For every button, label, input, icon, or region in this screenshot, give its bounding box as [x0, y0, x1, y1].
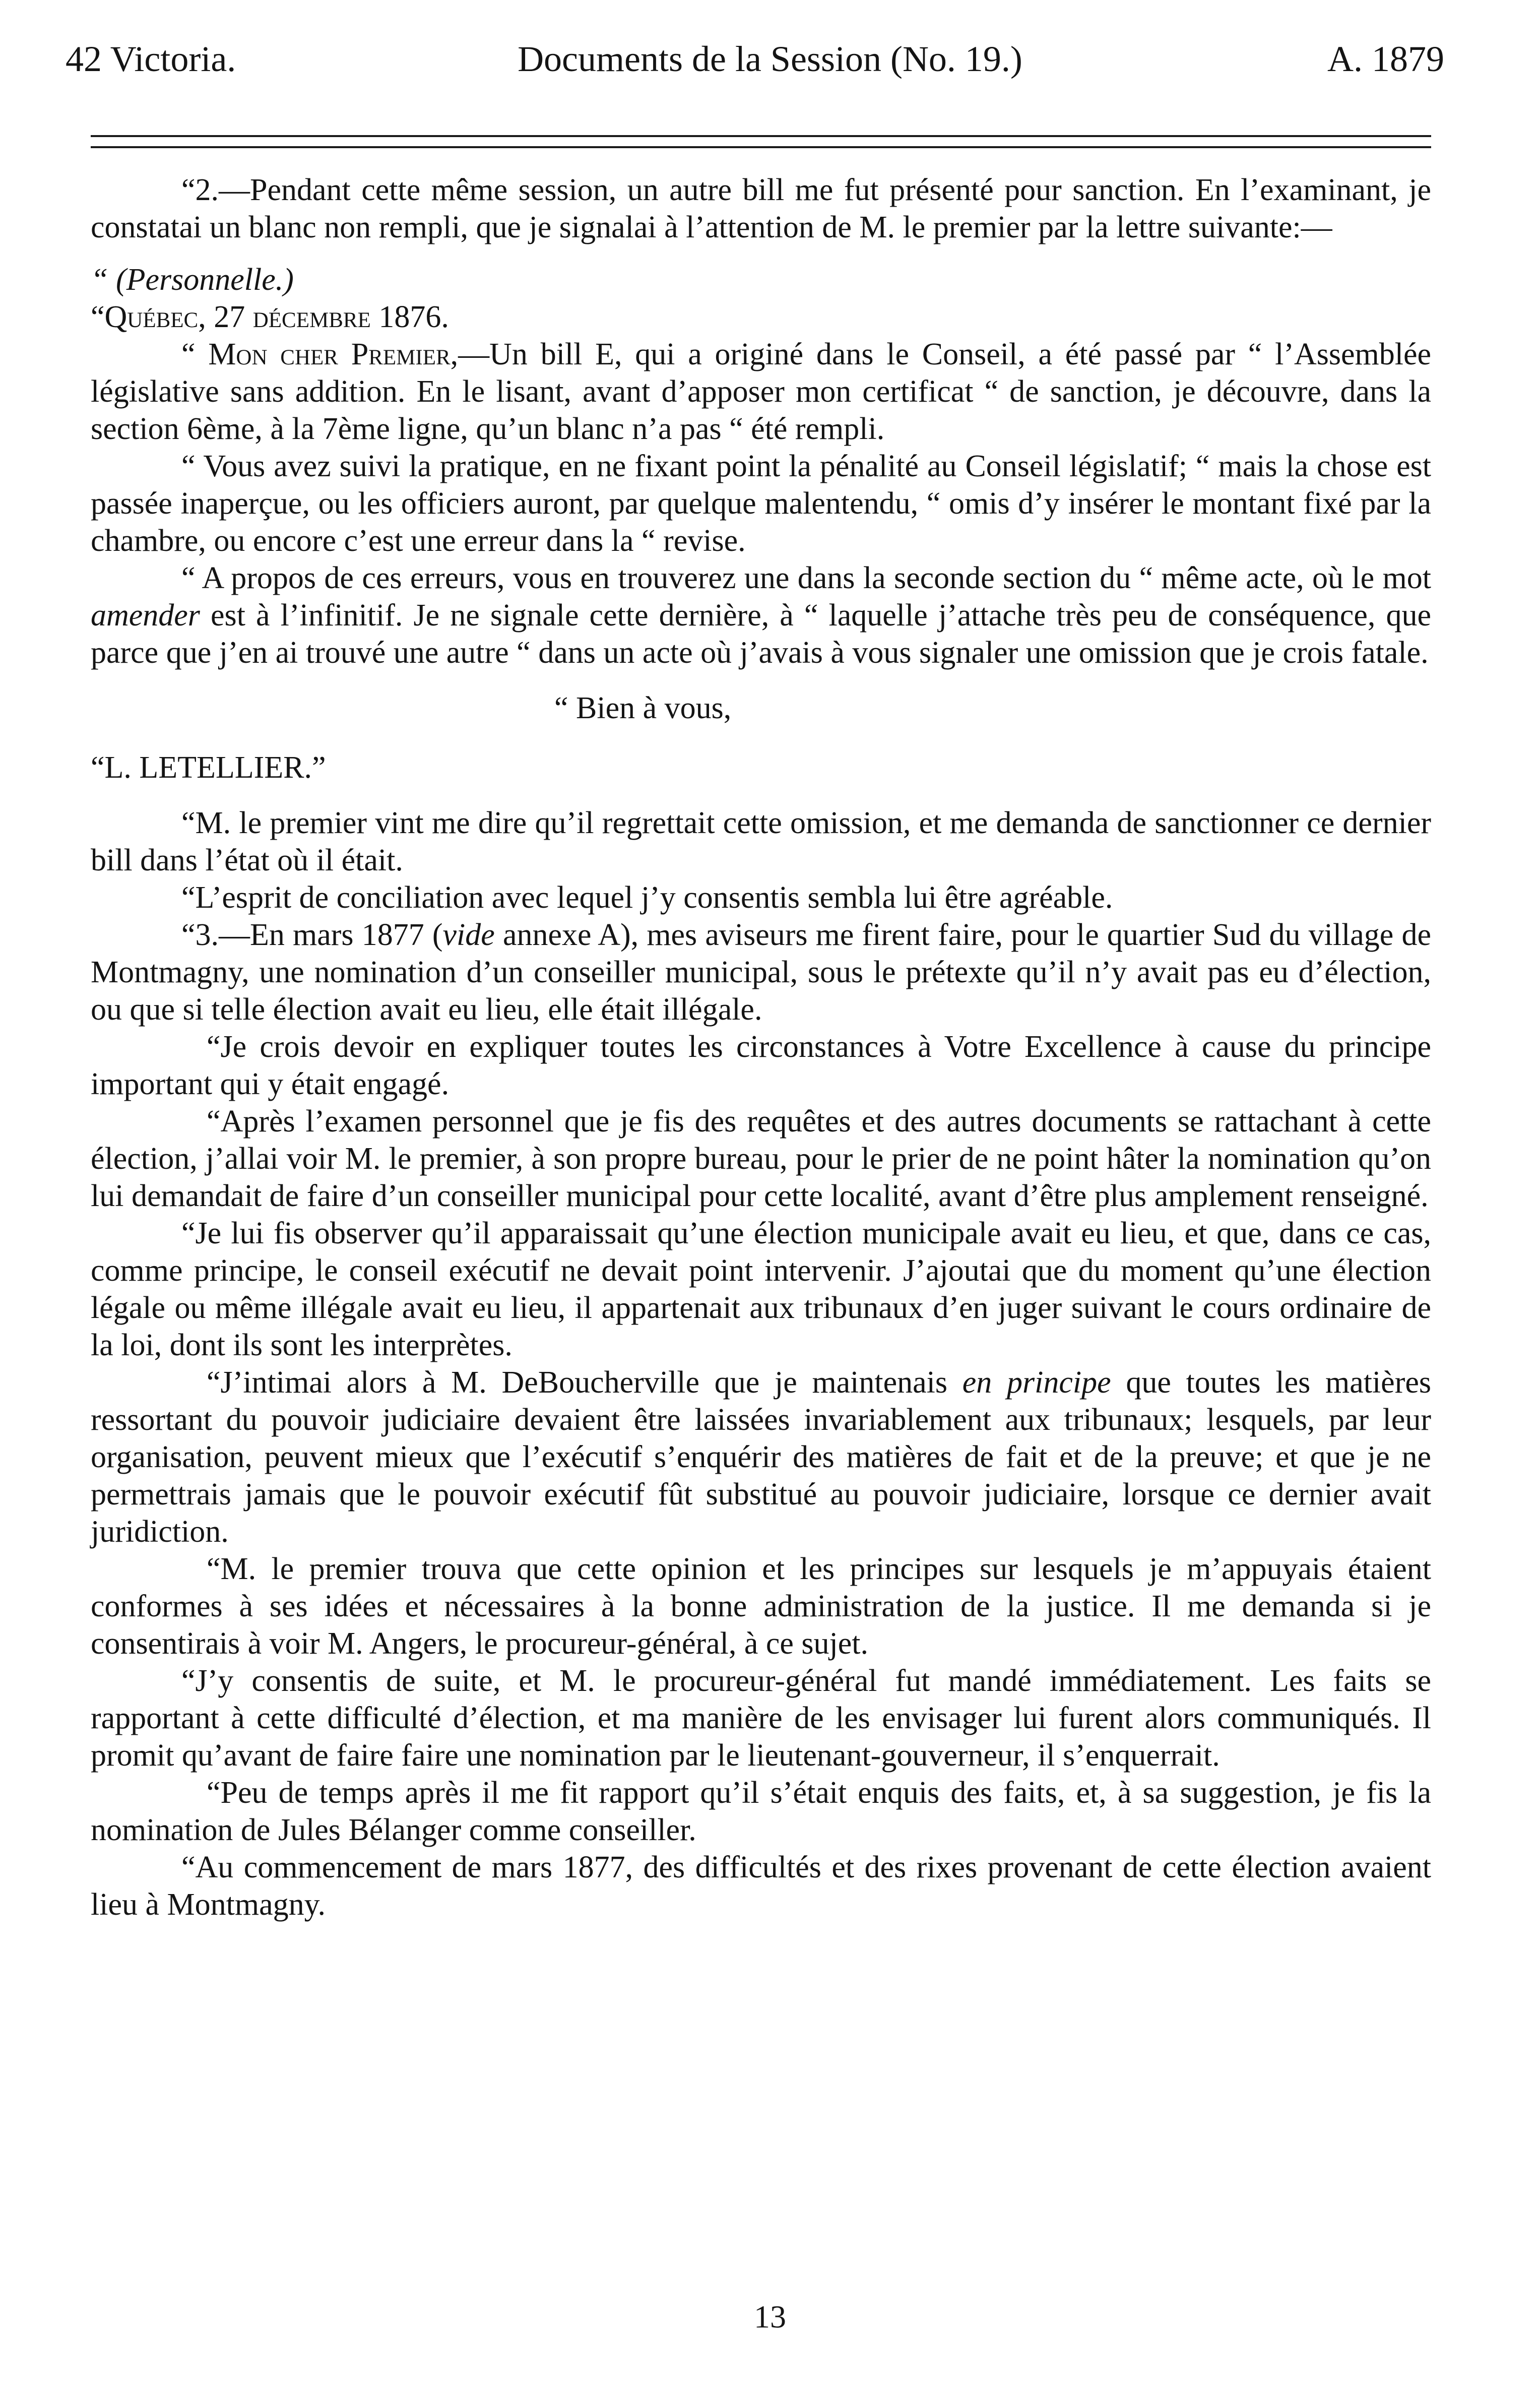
- letter-closing: “ Bien à vous,: [554, 691, 732, 725]
- paragraph: “Peu de temps après il me fit rapport qu’il s’était enquis des faits, et, à sa suggestion, je fis la nomination de Jules Bélanger comme conseiller.: [91, 1776, 1431, 1847]
- letter-dateline: [91, 298, 1315, 336]
- paragraph: “Au commencement de mars 1877, des difficultés et des rixes provenant de cette élection avaient lieu à Montmagny.: [91, 1850, 1431, 1922]
- paragraph: “L’esprit de conciliation avec lequel j’y consentis sembla lui être agréable.: [181, 880, 1113, 915]
- letter-dateline-text: “Québec, 27 décembre 1876.: [91, 300, 449, 334]
- running-header-title: Documents de la Session (No. 19.): [518, 39, 1022, 79]
- letter-paragraph-1: [91, 336, 1431, 448]
- letter-paragraph-2: “ Vous avez suivi la pratique, en ne fixant point la pénalité au Conseil législatif; “ mais la chose est passée inaperçue, ou les officiers auront, par quelque malentendu, “ omis d’y insérer le montant fixé par la chambre, ou encore c’est une erreur dans la “ revise.: [91, 449, 1431, 558]
- paragraph-3: [91, 916, 1431, 1028]
- letter-paragraph-3-start: “ A propos de ces erreurs, vous en trouverez une dans la seconde section du “ même acte, où le mot: [181, 561, 1431, 595]
- paragraph: “J’y consentis de suite, et M. le procureur-général fut mandé immédiatement. Les faits se rapportant à cette difficulté d’élection, et ma manière de les envisager lui furent alors communiqués. Il promit qu’avant de faire faire une nomination par le lieutenant-gouverneur, il s’enquerrait.: [91, 1664, 1431, 1773]
- letter-signature: “L. LETELLIER.”: [91, 750, 326, 785]
- letter-salutation: “ Mon cher Premier,: [181, 337, 459, 371]
- paragraph-3-start: “3.—En mars 1877 (: [181, 918, 443, 952]
- paragraph: “Je crois devoir en expliquer toutes les circonstances à Votre Excellence à cause du principe important qui y était engagé.: [91, 1030, 1431, 1101]
- letter-paragraph-1-text: —Un bill E, qui a originé dans le Conseil, a été passé par “ l’Assemblée législative sans addition. En le lisant, avant d’apposer mon certificat “ de sanction, je découvre, dans la section 6ème, à la 7ème ligne, qu’un blanc n’a pas “ été rempli.: [91, 337, 1431, 446]
- paragraph: [91, 1364, 1431, 1550]
- header-rule-top: [91, 135, 1431, 137]
- paragraph-2: “2.—Pendant cette même session, un autre bill me fut présenté pour sanction. En l’examinant, je constatai un blanc non rempli, que je signalai à l’attention de M. le premier par la lettre suivante:—: [91, 173, 1431, 244]
- paragraph: “Je lui fis observer qu’il apparaissait qu’une élection municipale avait eu lieu, et que, dans ce cas, comme principe, le conseil exécutif ne devait point intervenir. J’ajoutai que du moment qu’une élection légale ou même illégale avait eu lieu, il appartenait aux tribunaux d’en juger suivant le cours ordinaire de la loi, dont ils sont les interprètes.: [91, 1216, 1431, 1362]
- paragraph: “M. le premier vint me dire qu’il regrettait cette omission, et me demanda de sanctionner ce dernier bill dans l’état où il était.: [91, 806, 1431, 877]
- letter-personal-note: “ (Personnelle.): [91, 263, 294, 297]
- paragraph: “Après l’examen personnel que je fis des requêtes et des autres documents se rattachant à cette élection, j’allai voir M. le premier, à son propre bureau, pour le prier de ne point hâter la nomination qu’on lui demandait de faire d’un conseiller municipal pour cette localité, avant d’être plus amplement renseigné.: [91, 1104, 1431, 1213]
- page-number: 13: [754, 2299, 786, 2335]
- letter-paragraph-3: [91, 559, 1431, 671]
- running-header-right: A. 1879: [1327, 39, 1444, 79]
- paragraph-end: que toutes les matières ressortant du pouvoir judiciaire devaient être laissées invariablement aux tribunaux; lesquels, par leur organisation, peuvent mieux que l’exécutif s’enquérir des matières de fait et de la preuve; et que je ne permettrais jamais que le pouvoir exécutif fût substitué au pouvoir judiciaire, lorsque ce dernier avait juridiction.: [91, 1365, 1431, 1549]
- paragraph-3-end: annexe A), mes aviseurs me firent faire, pour le quartier Sud du village de Montmagny, une nomination d’un conseiller municipal, sous le prétexte qu’il n’y avait pas eu d’élection, ou que si telle élection avait eu lieu, elle était illégale.: [91, 918, 1431, 1027]
- italic-word-vide: vide: [442, 918, 495, 952]
- letter-paragraph-3-end: est à l’infinitif. Je ne signale cette dernière, à “ laquelle j’attache très peu de conséquence, que parce que j’en ai trouvé une autre “ dans un acte où j’avais à vous signaler une omission que je crois fatale.: [91, 598, 1431, 670]
- spacer: [91, 246, 1431, 261]
- paragraph: “M. le premier trouva que cette opinion et les principes sur lesquels je m’appuyais étaient conformes à ses idées et nécessaires à la bonne administration de la justice. Il me demanda si je consentirais à voir M. Angers, le procureur-général, à ce sujet.: [91, 1552, 1431, 1661]
- header-rule-bottom: [91, 146, 1431, 148]
- italic-phrase-en-principe: en principe: [962, 1365, 1111, 1400]
- running-header-left: 42 Victoria.: [66, 39, 236, 79]
- paragraph-start: “J’intimai alors à M. DeBoucherville que je maintenais: [207, 1365, 962, 1400]
- document-body: [91, 171, 1431, 1923]
- italic-word-amender: amender: [91, 598, 200, 633]
